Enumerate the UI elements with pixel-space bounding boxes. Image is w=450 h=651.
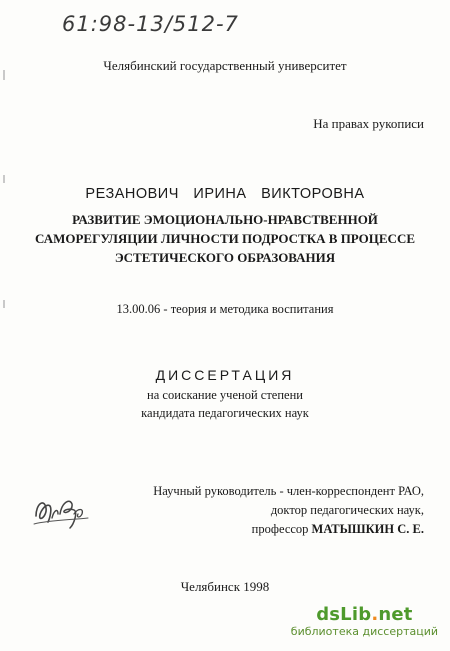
supervisor-line-2: доктор педагогических наук, [270,503,424,517]
title-line-1: РАЗВИТИЕ ЭМОЦИОНАЛЬНО-НРАВСТВЕННОЙ [72,212,378,227]
author-name: РЕЗАНОВИЧ ИРИНА ВИКТОРОВНА [85,186,365,202]
signature-icon [30,484,92,534]
specialty: 13.00.06 - теория и методика воспитания [116,302,334,316]
title-line-2: САМОРЕГУЛЯЦИИ ЛИЧНОСТИ ПОДРОСТКА В ПРОЦЕССЕ [34,231,416,246]
dissertation-title [0,210,450,267]
logo-dot: . [371,604,379,625]
inventory-number: 61:98-13/512-7 [62,12,239,36]
watermark-subtitle: библиотека диссертаций [290,625,438,638]
degree-line-1: на соискание ученой степени [147,388,303,402]
scan-mark-left-2 [3,175,5,183]
logo-tld: net [378,604,413,625]
logo-main: dsLib [316,604,372,625]
university-name: Челябинский государственный университет [103,58,347,73]
supervisor-line-3 [252,522,424,537]
rights-note: На правах рукописи [313,116,424,131]
dissertation-word: ДИССЕРТАЦИЯ [155,367,295,383]
city-year: Челябинск 1998 [180,579,270,594]
supervisor-line-1: Научный руководитель - член-корреспондент РАО, [153,484,424,498]
handwritten-signature [30,484,92,539]
title-line-3: ЭСТЕТИЧЕСКОГО ОБРАЗОВАНИЯ [114,250,336,265]
degree-line-2: кандидата педагогических наук [141,406,309,420]
supervisor-name: МАТЫШКИН С. Е. [311,522,424,536]
dslib-watermark [291,604,438,638]
supervisor-title: профессор [251,522,309,536]
dslib-logo [316,604,412,625]
